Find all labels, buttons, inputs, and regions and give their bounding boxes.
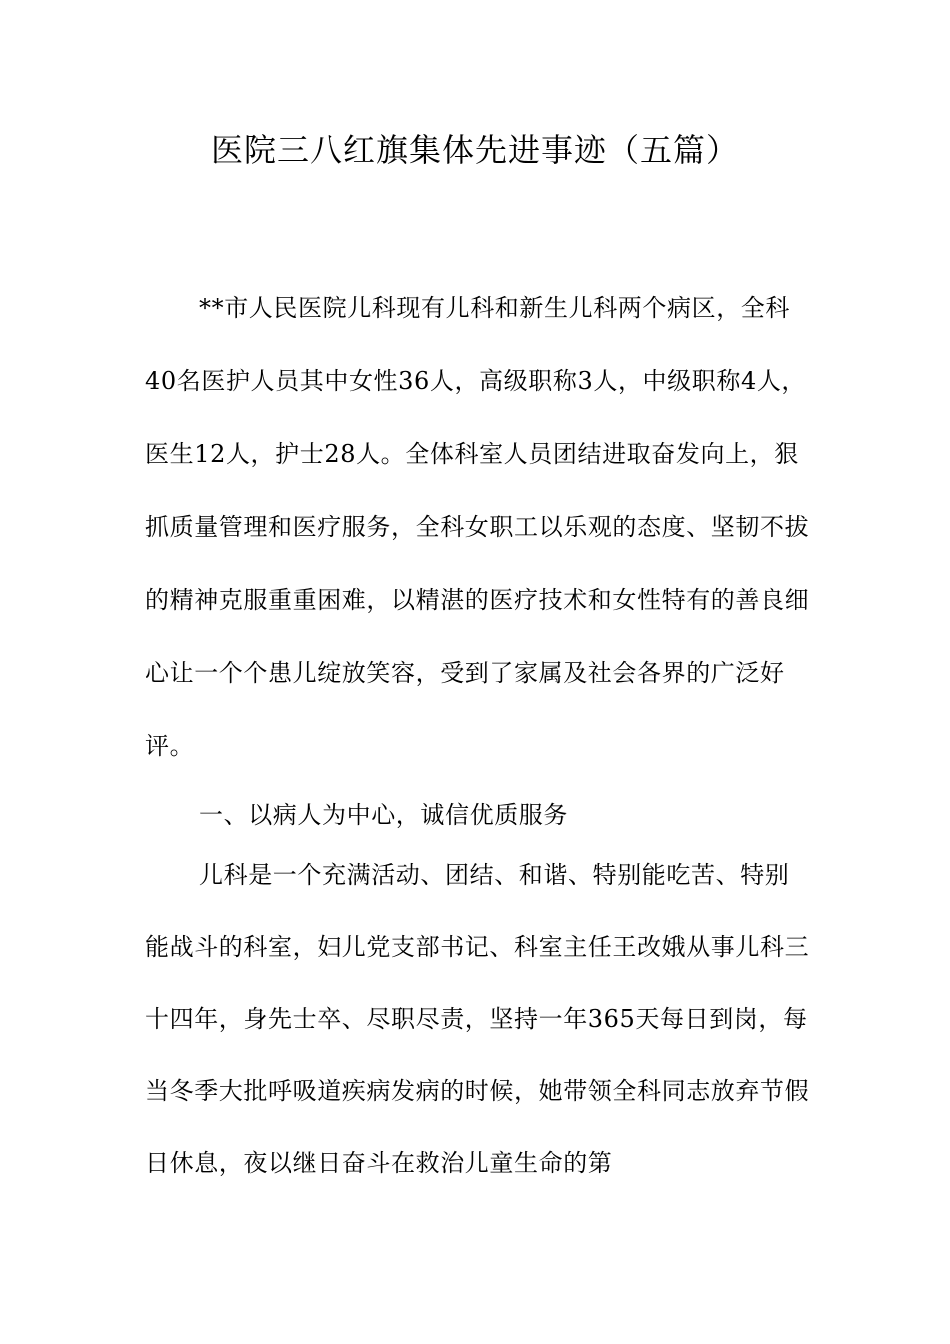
page-title: 医院三八红旗集体先进事迹（五篇）: [210, 131, 739, 169]
intro-paragraph: **市人民医院儿科现有儿科和新生儿科两个病区，全科40名医护人员其中女性36人，高级职称3人，中级职称4人，医生12人，护士28人。全体科室人员团结进取奋发向上，狠抓质量管理和医疗服务，全科女职工以乐观的态度、坚韧不拔的精神克服重重困难，以精湛的医疗技术和女性特有的善良细心让一个个患儿绽放笑容，受到了家属及社会各界的广泛好评。: [145, 294, 810, 760]
section-heading: 一、以病人为中心，诚信优质服务: [199, 801, 568, 829]
section-body-paragraph: 儿科是一个充满活动、团结、和谐、特别能吃苦、特别能战斗的科室，妇儿党支部书记、科室主任王改娥从事儿科三十四年，身先士卒、尽职尽责，坚持一年365天每日到岗，每当冬季大批呼吸道疾病发病的时候，她带领全科同志放弃节假日休息，夜以继日奋斗在救治儿童生命的第: [145, 861, 810, 1177]
